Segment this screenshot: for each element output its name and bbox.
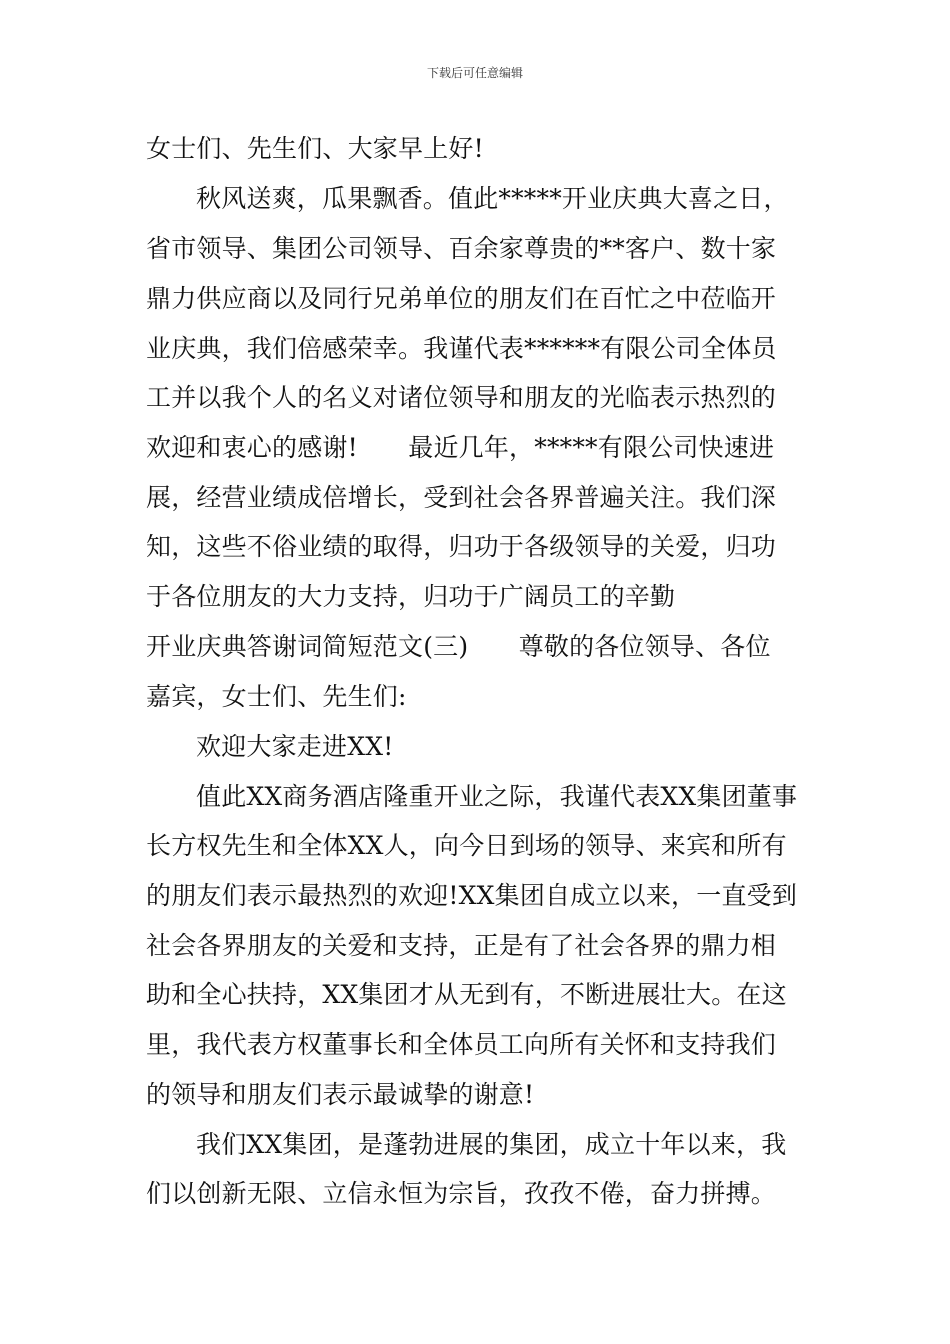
text-line: 嘉宾，女士们、先生们:: [146, 682, 407, 711]
text-line: 欢迎大家走进XX!: [196, 732, 394, 761]
text-line: 值此XX商务酒店隆重开业之际，我谨代表XX集团董事: [196, 782, 798, 811]
text-line: 社会各界朋友的关爱和支持，正是有了社会各界的鼎力相: [146, 931, 777, 960]
text-line: 开业庆典答谢词简短范文(三) 尊敬的各位领导、各位: [146, 632, 771, 661]
text-line: 长方权先生和全体XX人，向今日到场的领导、来宾和所有: [146, 831, 787, 860]
text-line: 秋风送爽，瓜果飘香。值此*****开业庆典大喜之日，: [196, 184, 789, 213]
text-line: 女士们、先生们、大家早上好!: [146, 134, 484, 163]
text-line: 们以创新无限、立信永恒为宗旨，孜孜不倦，奋力拼搏。: [146, 1179, 777, 1208]
text-line: 工并以我个人的名义对诸位领导和朋友的光临表示热烈的: [146, 383, 777, 412]
text-line: 欢迎和衷心的感谢! 最近几年，*****有限公司快速进: [146, 433, 775, 462]
text-line: 鼎力供应商以及同行兄弟单位的朋友们在百忙之中莅临开: [146, 284, 777, 313]
text-line: 助和全心扶持，XX集团才从无到有，不断进展壮大。在这: [146, 980, 787, 1009]
text-line: 我们XX集团，是蓬勃进展的集团，成立十年以来，我: [196, 1130, 787, 1159]
text-line: 的领导和朋友们表示最诚挚的谢意!: [146, 1080, 535, 1109]
text-line: 省市领导、集团公司领导、百余家尊贵的**客户、数十家: [146, 234, 777, 263]
text-line: 知，这些不俗业绩的取得，归功于各级领导的关爱，归功: [146, 532, 777, 561]
text-line: 业庆典，我们倍感荣幸。我谨代表******有限公司全体员: [146, 334, 777, 363]
text-line: 展，经营业绩成倍增长，受到社会各界普遍关注。我们深: [146, 483, 777, 512]
text-line: 的朋友们表示最热烈的欢迎!XX集团自成立以来，一直受到: [146, 881, 798, 910]
page-header: 下载后可任意编辑: [426, 66, 523, 80]
text-line: 于各位朋友的大力支持，归功于广阔员工的辛勤: [146, 582, 676, 611]
text-line: 里，我代表方权董事长和全体员工向所有关怀和支持我们: [146, 1030, 777, 1059]
